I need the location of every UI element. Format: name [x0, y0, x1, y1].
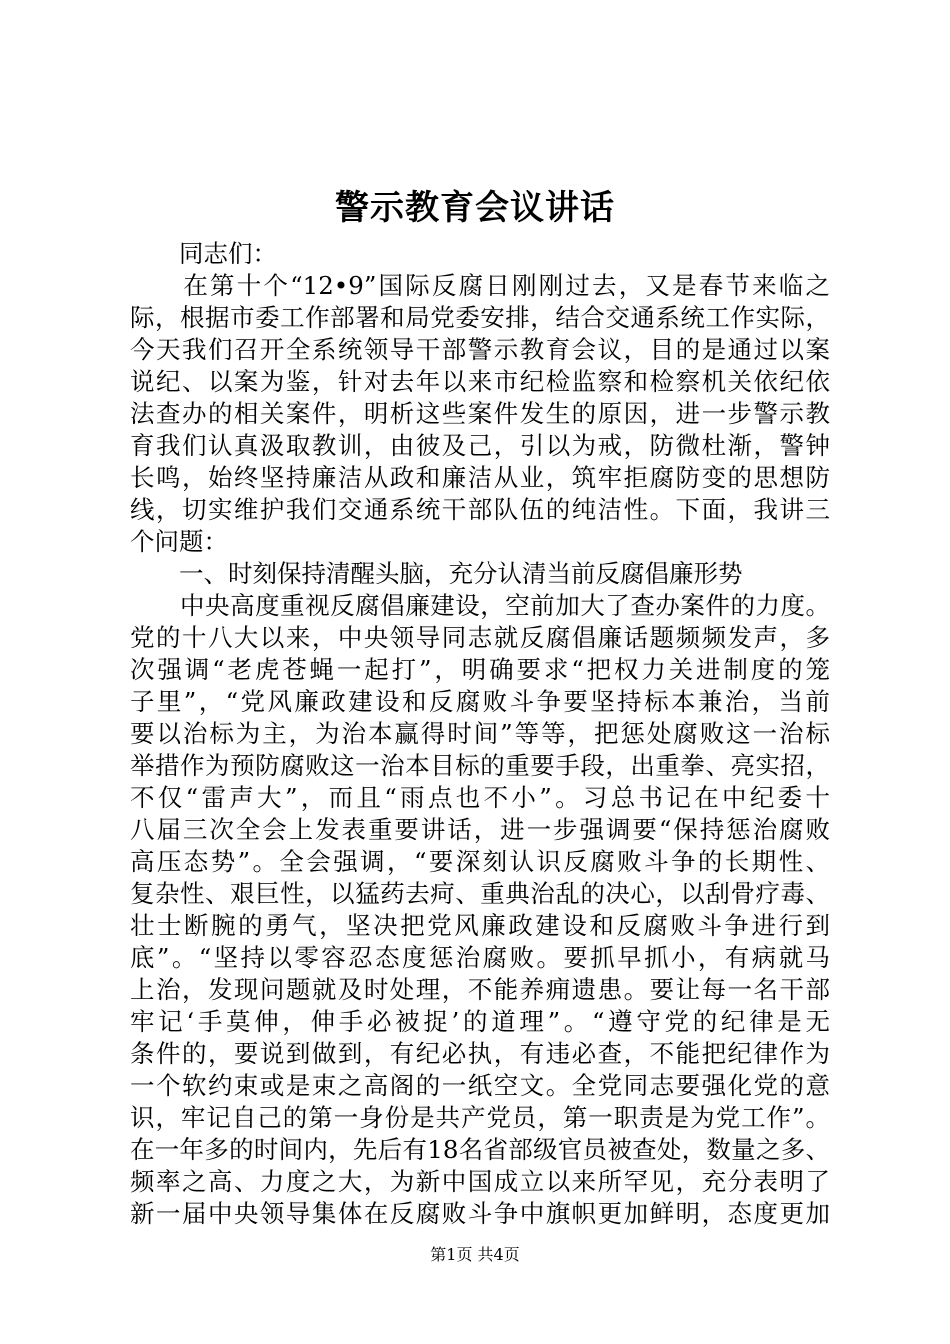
body-line: 上治，发现问题就及时处理，不能养痈遗患。要让每一名干部 [130, 975, 830, 1004]
body-line: 中央高度重视反腐倡廉建设，空前加大了查办案件的力度。 [130, 591, 830, 620]
body-line: 际，根据市委工作部署和局党委安排，结合交通系统工作实际， [130, 303, 830, 332]
body-line: 个问题： [130, 527, 228, 556]
body-line: 法查办的相关案件，明析这些案件发生的原因，进一步警示教 [130, 399, 830, 428]
body-line: 八届三次全会上发表重要讲话，进一步强调要“保持惩治腐败 [130, 815, 830, 844]
salutation-line: 同志们： [130, 239, 277, 268]
body-line: 举措作为预防腐败这一治本目标的重要手段，出重拳、亮实招， [130, 751, 830, 780]
body-line: 次强调“老虎苍蝇一起打”，明确要求“把权力关进制度的笼 [130, 655, 830, 684]
body-line: 在一年多的时间内，先后有18名省部级官员被查处，数量之多、 [130, 1135, 830, 1164]
body-line: 不仅“雷声大”，而且“雨点也不小”。习总书记在中纪委十 [130, 783, 830, 812]
body-line: 牢记‘手莫伸，伸手必被捉’的道理”。“遵守党的纪律是无 [130, 1007, 830, 1036]
body-line: 今天我们召开全系统领导干部警示教育会议，目的是通过以案 [130, 335, 830, 364]
page-footer: 第1页 共4页 [430, 1245, 520, 1264]
body-line: 识，牢记自己的第一身份是共产党员，第一职责是为党工作”。 [130, 1103, 830, 1132]
section-heading: 一、时刻保持清醒头脑，充分认清当前反腐倡廉形势 [130, 559, 743, 588]
body-line: 底”。“坚持以零容忍态度惩治腐败。要抓早抓小，有病就马 [130, 943, 830, 972]
body-line: 一个软约束或是束之高阁的一纸空文。全党同志要强化党的意 [130, 1071, 830, 1100]
body-line: 子里”，“党风廉政建设和反腐败斗争要坚持标本兼治，当前 [130, 687, 830, 716]
body-line: 育我们认真汲取教训，由彼及己，引以为戒，防微杜渐，警钟 [130, 431, 830, 460]
body-line: 说纪、以案为鉴，针对去年以来市纪检监察和检察机关依纪依 [130, 367, 830, 396]
document-body [130, 238, 830, 1230]
body-line: 复杂性、艰巨性，以猛药去疴、重典治乱的决心，以刮骨疗毒、 [130, 879, 830, 908]
body-line: 长鸣，始终坚持廉洁从政和廉洁从业，筑牢拒腐防变的思想防 [130, 463, 830, 492]
document-title: 警示教育会议讲话 [335, 188, 615, 228]
body-line: 频率之高、力度之大，为新中国成立以来所罕见，充分表明了 [130, 1167, 830, 1196]
body-line: 条件的，要说到做到，有纪必执，有违必查，不能把纪律作为 [130, 1039, 830, 1068]
body-line: 线，切实维护我们交通系统干部队伍的纯洁性。下面，我讲三 [130, 495, 830, 524]
body-line: 新一届中央领导集体在反腐败斗争中旗帜更加鲜明，态度更加 [130, 1199, 830, 1228]
body-line: 壮士断腕的勇气，坚决把党风廉政建设和反腐败斗争进行到 [130, 911, 830, 940]
body-line: 在第十个“12•9”国际反腐日刚刚过去，又是春节来临之 [130, 271, 830, 300]
body-line: 高压态势”。全会强调，“要深刻认识反腐败斗争的长期性、 [130, 847, 830, 876]
body-line: 党的十八大以来，中央领导同志就反腐倡廉话题频频发声，多 [130, 623, 830, 652]
body-line: 要以治标为主，为治本赢得时间”等等，把惩处腐败这一治标 [130, 719, 830, 748]
